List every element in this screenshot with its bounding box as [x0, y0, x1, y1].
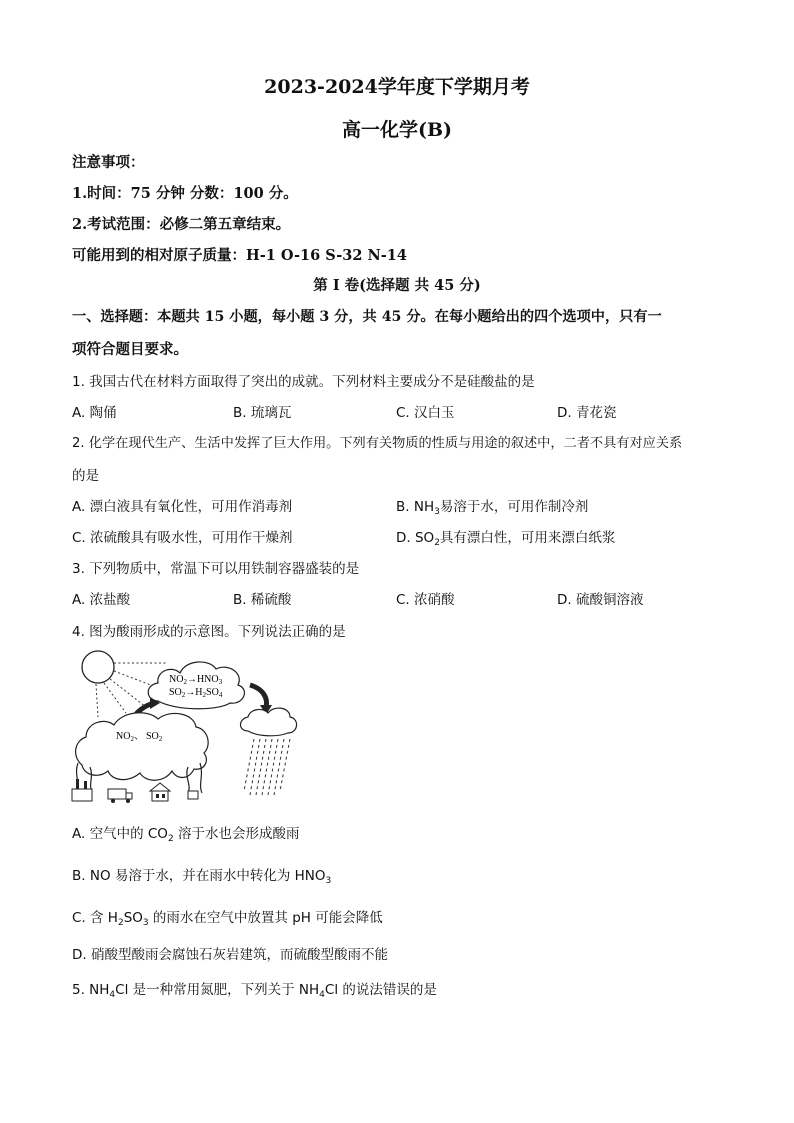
question-1-stem: 1. 我国古代在材料方面取得了突出的成就。下列材料主要成分不是硅酸盐的是	[72, 374, 535, 390]
chimney-icon	[188, 791, 198, 799]
q1-option-b: B. 琉璃瓦	[233, 405, 292, 421]
reaction-no2: $NO_2\to HNO_3$	[169, 674, 223, 686]
truck-icon	[108, 789, 132, 803]
notes-scope: 2.考试范围：必修二第五章结束。	[72, 216, 291, 233]
q2-option-a: A. 漂白液具有氧化性，可用作消毒剂	[72, 499, 293, 515]
question-2-stem-line-2: 的是	[72, 468, 99, 484]
q2-option-c: C. 浓硫酸具有吸水性，可用作干燥剂	[72, 530, 293, 546]
q3-option-d: D. 硫酸铜溶液	[557, 592, 644, 608]
instruction-line-2: 项符合题目要求。	[72, 341, 188, 358]
q3-option-a: A. 浓盐酸	[72, 592, 131, 608]
question-2-stem-line-1: 2. 化学在现代生产、生活中发挥了巨大作用。下列有关物质的性质与用途的叙述中，二者不具有对应关系	[72, 436, 683, 451]
q1-option-c: C. 汉白玉	[396, 405, 455, 421]
notes-heading: 注意事项：	[72, 154, 145, 171]
upper-cloud	[148, 662, 244, 709]
instruction-line-1: 一、选择题：本题共 15 小题，每小题 3 分，共 45 分。在每小题给出的四个选项中，只有一	[72, 309, 662, 325]
notes-time: 1.时间：75 分钟 分数：100 分。	[72, 185, 298, 202]
pollutants-label: $NO_2$、 $SO_2$	[116, 731, 163, 743]
q2-option-b: B. $NH_3$易溶于水，可用作制冷剂	[396, 499, 589, 517]
page-title: 2023-2024学年度下学期月考	[264, 76, 530, 98]
rain-cloud	[241, 708, 297, 736]
acid-rain-diagram	[68, 645, 308, 805]
q2-option-d: D. $SO_2$具有漂白性，可用来漂白纸浆	[396, 530, 616, 548]
q4-option-d: D. 硝酸型酸雨会腐蚀石灰岩建筑，而硫酸型酸雨不能	[72, 947, 388, 963]
q4-option-a: A. 空气中的 $CO_2$ 溶于水也会形成酸雨	[72, 826, 300, 844]
page-subtitle: 高一化学(B)	[341, 119, 453, 141]
q3-option-c: C. 浓硝酸	[396, 592, 455, 608]
q4-option-c: C. 含 $H_2SO_3$ 的雨水在空气中放置其 pH 可能会降低	[72, 910, 383, 928]
pollution-cloud	[76, 713, 209, 781]
question-3-stem: 3. 下列物质中，常温下可以用铁制容器盛装的是	[72, 561, 360, 577]
house-icon	[150, 783, 170, 801]
q3-option-b: B. 稀硫酸	[233, 592, 292, 608]
question-4-stem: 4. 图为酸雨形成的示意图。下列说法正确的是	[72, 624, 346, 640]
question-5-stem: 5. $NH_4Cl$ 是一种常用氮肥，下列关于 $NH_4Cl$ 的说法错误的是	[72, 982, 437, 1000]
arrow-to-rain-cloud	[250, 685, 266, 707]
reaction-so2: $SO_2\to H_2SO_4$	[169, 687, 223, 699]
sun-icon	[82, 651, 114, 683]
atomic-mass: 可能用到的相对原子质量：H-1 O-16 S-32 N-14	[72, 247, 407, 264]
q1-option-a: A. 陶俑	[72, 405, 117, 421]
q4-option-b: B. NO 易溶于水，并在雨水中转化为 $HNO_3$	[72, 868, 332, 886]
q1-option-d: D. 青花瓷	[557, 405, 617, 421]
volume-heading: 第 I 卷(选择题 共 45 分)	[313, 277, 481, 294]
rain-streaks	[244, 739, 290, 795]
factory-icon	[72, 779, 92, 801]
